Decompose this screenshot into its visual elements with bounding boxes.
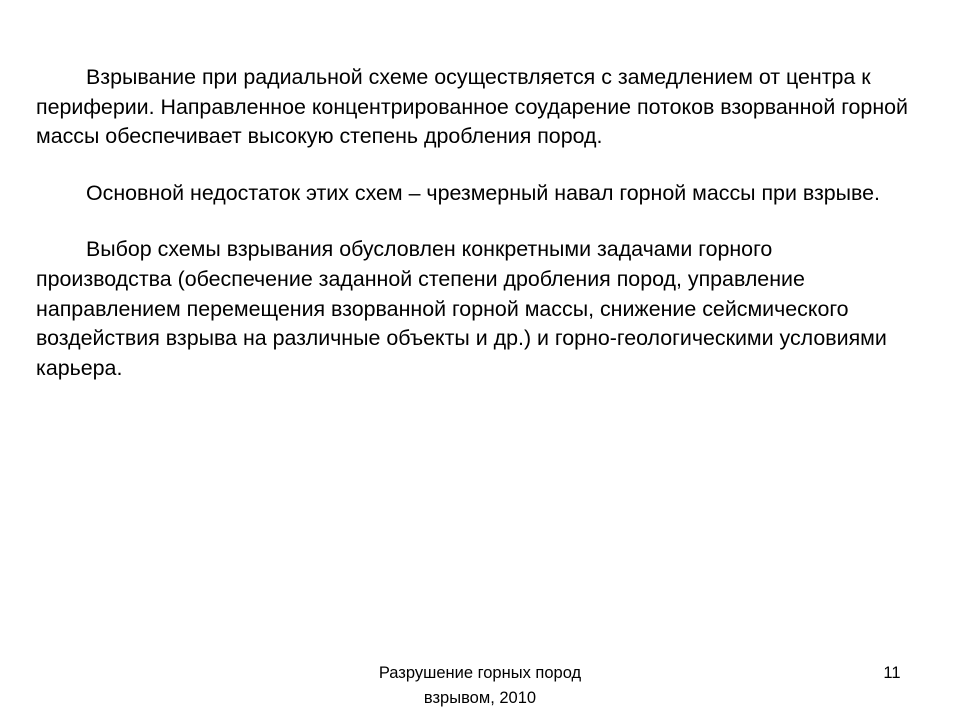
footer-title-line-2: взрывом, 2010 xyxy=(423,689,537,707)
page-number: 11 xyxy=(883,664,901,682)
paragraph-scheme-choice: Выбор схемы взрывания обусловлен конкретными задачами горного производства (обеспечение заданной степени дробления пород, управление направлением перемещения взорванной горной массы, снижение сейсмического воздействия взрыва на различные объекты и др.) и горно-геологическими условиями карьера. xyxy=(36,237,887,380)
footer-title-line-1: Разрушение горных пород xyxy=(378,664,582,682)
slide-body xyxy=(36,63,912,410)
paragraph-main-drawback: Основной недостаток этих схем – чрезмерный навал горной массы при взрыве. xyxy=(86,180,881,205)
footer-title xyxy=(330,661,630,711)
paragraph-radial-scheme: Взрывание при радиальной схеме осуществляется с замедлением от центра к периферии. Направленное концентрированное соударение потоков взорванной горной массы обеспечивает высокую степень дробления пород. xyxy=(36,65,908,149)
